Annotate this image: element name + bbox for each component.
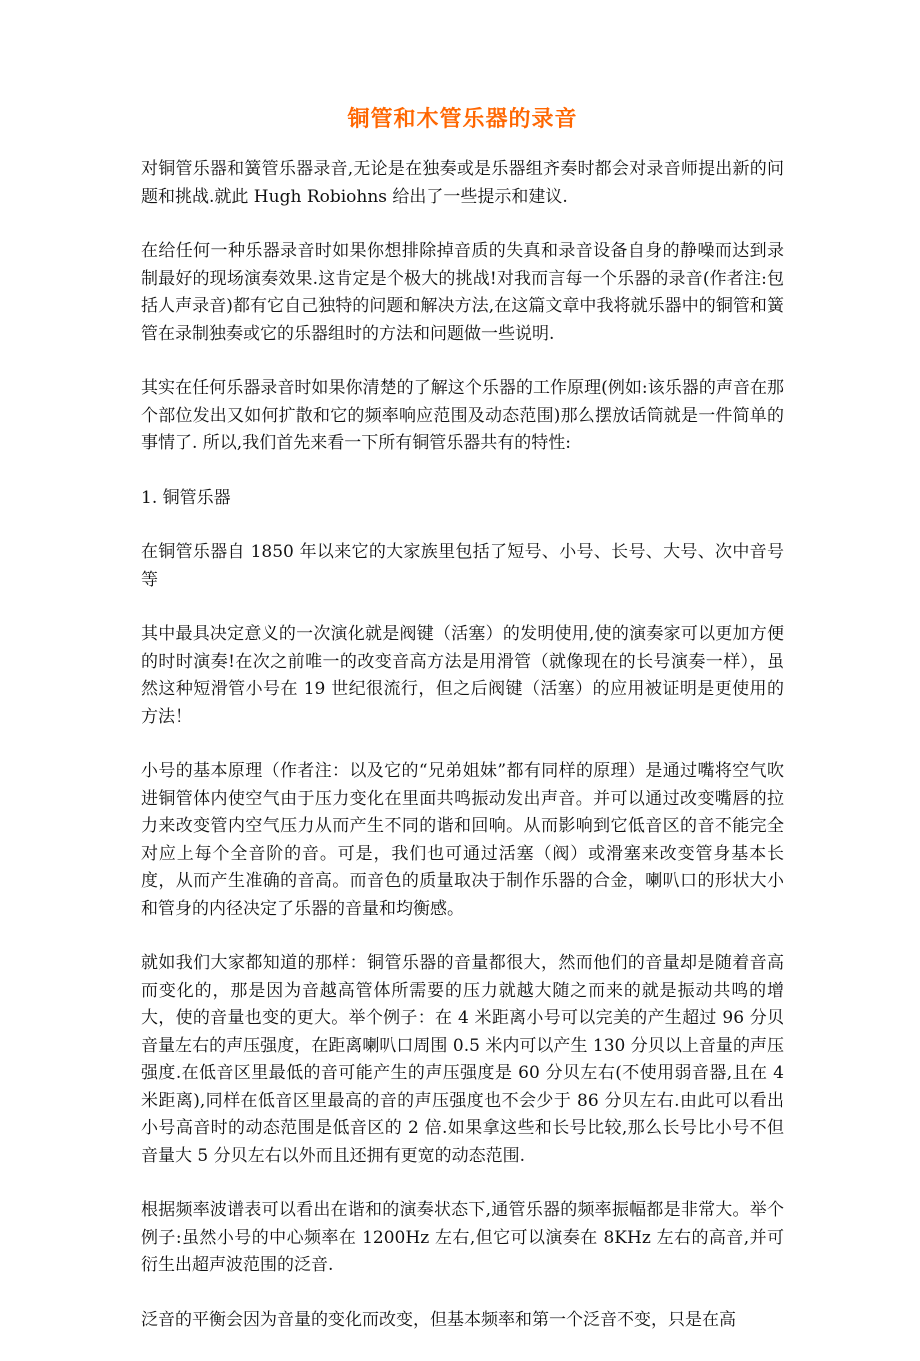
paragraph-overtone-balance: 泛音的平衡会因为音量的变化而改变，但基本频率和第一个泛音不变，只是在高 [141,1309,736,1330]
paragraph-intro: 对铜管乐器和簧管乐器录音,无论是在独奏或是乐器组齐奏时都会对录音师提出新的问题和挑战.就此 Hugh Robiohns 给出了一些提示和建议. [141,159,784,207]
paragraph-principle: 其实在任何乐器录音时如果你清楚的了解这个乐器的工作原理(例如:该乐器的声音在那个部位发出又如何扩散和它的频率响应范围及动态范围)那么摆放话筒就是一件简单的事情了. 所以,我们首先来看一下所有铜管乐器共有的特性: [141,378,784,453]
section-heading-brass: 1. 铜管乐器 [141,487,231,508]
paragraph-valve-history: 其中最具决定意义的一次演化就是阀键（活塞）的发明使用,使的演奏家可以更加方便的时时演奏!在次之前唯一的改变音高方法是用滑管（就像现在的长号演奏一样），虽然这种短滑管小号在 19 世纪很流行，但之后阀键（活塞）的应用被证明是更使用的方法！ [141,624,784,727]
paragraph-frequency-spectrum: 根据频率波谱表可以看出在谐和的演奏状态下,通管乐器的频率振幅都是非常大。举个例子:虽然小号的中心频率在 1200Hz 左右,但它可以演奏在 8KHz 左右的高音,并可衍生出超声波范围的泛音. [141,1200,784,1275]
paragraph-trumpet-principle: 小号的基本原理（作者注：以及它的“兄弟姐妹”都有同样的原理）是通过嘴将空气吹进铜管体内使空气由于压力变化在里面共鸣振动发出声音。并可以通过改变嘴唇的拉力来改变管内空气压力从而产生不同的谐和回响。从而影响到它低音区的音不能完全对应上每个全音阶的音。可是，我们也可通过活塞（阀）或滑塞来改变管身基本长度，从而产生准确的音高。而音色的质量取决于制作乐器的合金，喇叭口的形状大小和管身的内径决定了乐器的音量和均衡感。 [141,761,784,919]
paragraph-volume-dynamics: 就如我们大家都知道的那样：铜管乐器的音量都很大，然而他们的音量却是随着音高而变化的，那是因为音越高管体所需要的压力就越大随之而来的就是振动共鸣的增大，使的音量也变的更大。举个例子：在 4 米距离小号可以完美的产生超过 96 分贝音量左右的声压强度，在距离喇叭口周围 0.5 米内可以产生 130 分贝以上音量的声压强度.在低音区里最低的音可能产生的声压强度是 60 分贝左右(不使用弱音器,且在 4 米距离),同样在低音区里最高的音的声压强度也不会少于 86 分贝左右.由此可以看出小号高音时的动态范围是低音区的 2 倍.如果拿这些和长号比较,那么长号比小号不但音量大 5 分贝左右以外而且还拥有更宽的动态范围. [141,953,784,1166]
paragraph-brass-family: 在铜管乐器自 1850 年以来它的大家族里包括了短号、小号、长号、大号、次中音号等 [141,542,784,590]
document-title: 铜管和木管乐器的录音 [347,106,578,132]
paragraph-challenge: 在给任何一种乐器录音时如果你想排除掉音质的失真和录音设备自身的静噪而达到录制最好的现场演奏效果.这肯定是个极大的挑战!对我而言每一个乐器的录音(作者注:包括人声录音)都有它自己独特的问题和解决方法,在这篇文章中我将就乐器中的铜管和簧管在录制独奏或它的乐器组时的方法和问题做一些说明. [141,241,784,344]
document-page [141,104,784,1361]
